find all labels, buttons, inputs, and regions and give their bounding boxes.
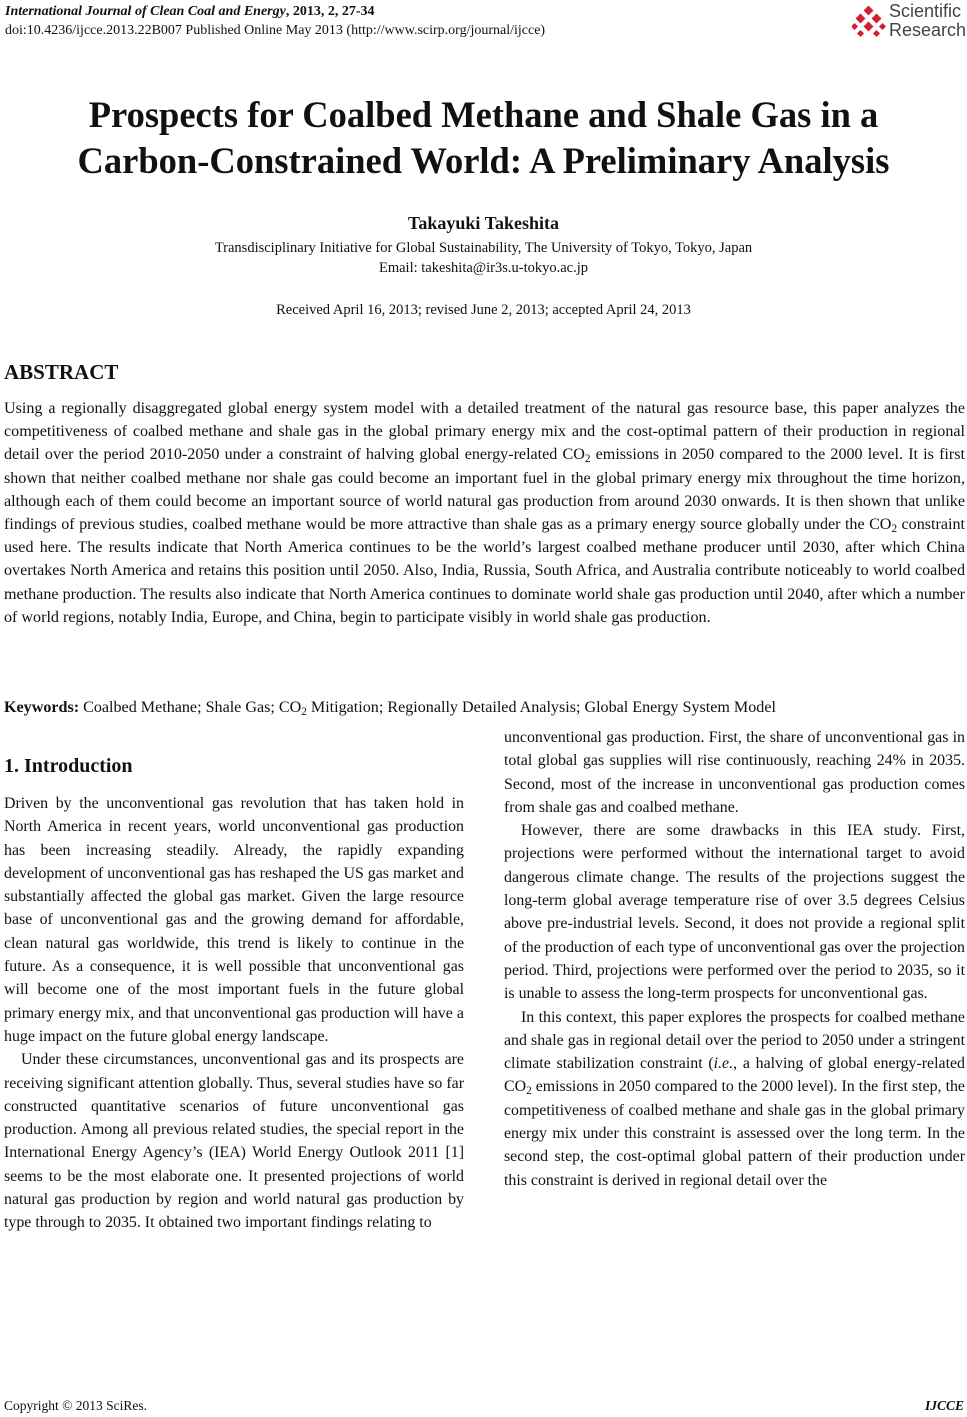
intro-paragraph-4: However, there are some drawbacks in this IEA study. First, projections were performed without the international target to avoid dangerous climate change. The results of the projections suggest the long-term global average temperature rise of over 3.5 degrees Celsius above pre-industrial levels. Second, it does not provide a regional split of the production of each type of unconventional gas over the projection period. Third, projections were performed over the period to 2035, so it is unable to assess the long-term prospects for unconventional gas. xyxy=(504,822,965,1003)
journal-header xyxy=(5,3,375,20)
intro-paragraph-1: Driven by the unconventional gas revolution that has taken hold in North America in recent years, world unconventional gas production has been increasing steadily. Already, the rapidly expanding development of unconventional gas has reshaped the US gas market and substantially affected the global gas market. Given the large resource base of unconventional gas and the growing demand for affordable, clean natural gas worldwide, this trend is likely to continue in the future. As a consequence, it is well possible that unconventional gas will become one of the most important fuels in the future global primary energy mix, and that unconventional gas production will have a huge impact on the future global energy landscape. xyxy=(4,795,464,1045)
journal-volume: , 2013, 2, 27-34 xyxy=(285,4,375,19)
para5-part-c: emissions in 2050 compared to the 2000 level). In the first step, the competitiveness of coalbed methane and shale gas in the global primary energy mix under this constraint is assessed over the long term. In the second step, the cost-optimal global pattern of their production under this constraint is derived in regional detail over the xyxy=(504,1078,965,1189)
doi-line: doi:10.4236/ijcce.2013.22B007 Published Online May 2013 (http://www.scirp.org/journal/ijcce) xyxy=(5,23,546,38)
author-affiliation: Transdisciplinary Initiative for Global Sustainability, The University of Tokyo, Tokyo, Japan xyxy=(214,240,753,256)
copyright-footer: Copyright © 2013 SciRes. xyxy=(4,1398,148,1413)
para5-part-a: In this context, this paper explores the prospects for coalbed methane and shale gas in regional detail over the period to 2050 under a stringent climate stabilization constraint ( xyxy=(504,1008,965,1073)
subscript-2: 2 xyxy=(301,705,307,718)
abstract-part-3: constraint used here. The results indicate that North America continues to be the world’s largest coalbed methane producer until 2030, after which China overtakes North America and retains this position until 2050. Also, India, Russia, South Africa, and Australia contribute noticeably to world coalbed methane production. The results also indicate that North America continues to dominate world shale gas production until 2040, after which a number of world regions, notably India, Europe, and China, begin to participate visibly in world shale gas production. xyxy=(4,516,965,626)
title-line-2: Carbon-Constrained World: A Preliminary Analysis xyxy=(77,140,890,181)
paper-title xyxy=(0,92,967,184)
keywords-text-a: Coalbed Methane; Shale Gas; CO xyxy=(79,699,302,716)
author-name: Takayuki Takeshita xyxy=(408,213,559,233)
logo-line-scientific: Scientific xyxy=(889,1,962,21)
section-heading-introduction: 1. Introduction xyxy=(4,755,133,777)
journal-name: International Journal of Clean Coal and Energy xyxy=(5,4,286,19)
intro-paragraph-5 xyxy=(504,1006,965,1192)
logo-text xyxy=(889,2,966,40)
received-dates: Received April 16, 2013; revised June 2, 2013; accepted April 24, 2013 xyxy=(276,302,691,318)
right-column xyxy=(504,726,965,1192)
para5-ie: i.e. xyxy=(713,1055,734,1073)
subscript-2: 2 xyxy=(526,1085,532,1098)
abstract-heading: ABSTRACT xyxy=(4,360,119,384)
subscript-2: 2 xyxy=(584,453,591,466)
intro-paragraph-3: unconventional gas production. First, the share of unconventional gas in total global gas supplies will rise continuously, reaching 24% in 2035. Second, most of the increase in unconventional gas production comes from shale gas and coalbed methane. xyxy=(504,729,965,816)
journal-abbreviation: IJCCE xyxy=(924,1398,964,1413)
subscript-2: 2 xyxy=(891,522,898,535)
title-line-1: Prospects for Coalbed Methane and Shale Gas in a xyxy=(88,94,879,135)
left-column xyxy=(4,792,464,1235)
keywords-text-b: Mitigation; Regionally Detailed Analysis; Global Energy System Model xyxy=(306,699,776,716)
keywords-label: Keywords: xyxy=(4,699,80,716)
keywords xyxy=(4,697,967,719)
author-email: Email: takeshita@ir3s.u-tokyo.ac.jp xyxy=(378,260,589,276)
publisher-logo xyxy=(852,2,967,44)
abstract-part-1: Using a regionally disaggregated global energy system model with a detailed treatment of the natural gas resource base, this paper analyzes the competitiveness of coalbed methane and shale gas in the global primary energy mix and the cost-optimal pattern of their production in regional detail over the period 2010-2050 under a constraint of halving global energy-related CO xyxy=(4,400,965,464)
abstract-text xyxy=(4,397,965,629)
abstract-part-2: emissions in 2050 compared to the 2000 level. It is first shown that neither coalbed methane nor shale gas could become an important fuel in the global primary energy mix throughout the time horizon, although each of them could become an important source of world natural gas production from around 2030 onwards. It is then shown that unlike findings of previous studies, coalbed methane would be more attractive than shale gas as a primary energy source globally under the CO xyxy=(4,446,965,534)
para5-part-b: , a halving of global energy-related CO xyxy=(504,1055,965,1096)
logo-mark-icon xyxy=(852,6,886,40)
intro-paragraph-2: Under these circumstances, unconventional gas and its prospects are receiving significant attention globally. Thus, several studies have so far constructed quantitative scenarios of future unconventional gas production. Among all previous related studies, the special report in the International Energy Agency’s (IEA) World Energy Outlook 2011 [1] seems to be the most elaborate one. It presented projections of world natural gas production by region and world natural gas production by type through to 2035. It obtained two important findings relating to xyxy=(4,1051,464,1232)
logo-line-research: Research xyxy=(889,20,967,40)
